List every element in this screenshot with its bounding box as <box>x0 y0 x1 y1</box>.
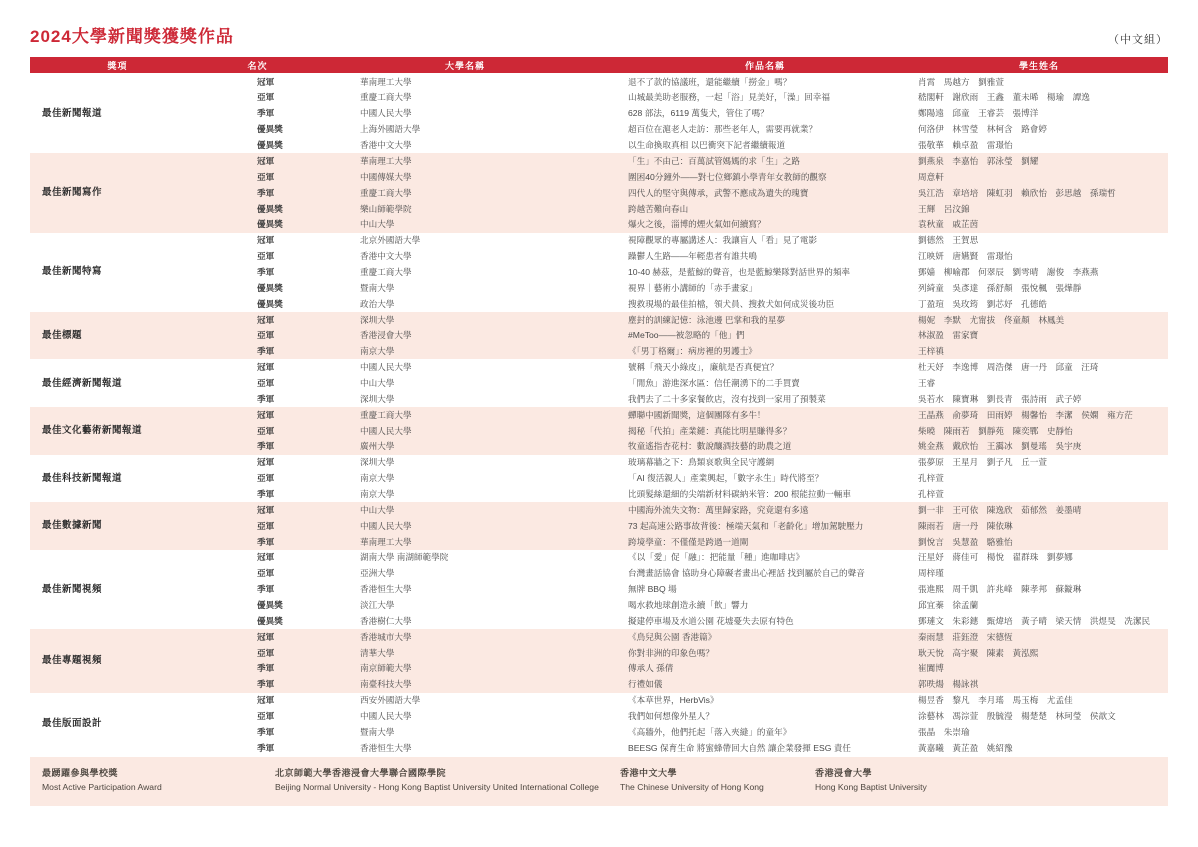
cell-rank: 亞軍 <box>257 568 275 579</box>
cell-rank: 優異獎 <box>257 124 283 135</box>
cell-work: 比頭髮絲還細的尖端新材料碳納米管：200 根能拉動一輛車 <box>628 488 851 499</box>
cell-stu: 王晶燕 俞夢琦 田雨婷 楊馨怡 李潔 侯嫻 雍方茫 <box>918 409 1133 420</box>
cell-uni: 華南理工大學 <box>360 155 412 166</box>
column-header-award: 獎項 <box>30 57 205 74</box>
cell-work: 跨境學童：不僅僅是跨過一道閘 <box>628 536 749 547</box>
page-title: 2024大學新聞獎獲獎作品 <box>30 27 234 46</box>
award-section <box>30 312 1168 360</box>
cell-rank: 冠軍 <box>257 155 275 166</box>
cell-stu: 鄭陽遠 邱童 王睿芸 張博洋 <box>918 108 1039 119</box>
cell-uni: 深圳大學 <box>360 314 395 325</box>
cell-rank: 季軍 <box>257 679 275 690</box>
award-section <box>30 153 1168 232</box>
cell-uni: 廣州大學 <box>360 441 395 452</box>
footer-winner-3-en: Hong Kong Baptist University <box>815 782 927 792</box>
column-header-university: 大學名稱 <box>310 57 620 74</box>
cell-uni: 暨南大學 <box>360 726 395 737</box>
cell-stu: 孔梓萱 <box>918 488 944 499</box>
cell-work: 10-40 赫茲，是藍鯨的聲音，也是藍鯨樂隊對話世界的頻率 <box>628 266 851 277</box>
cell-rank: 優異獎 <box>257 282 283 293</box>
group-label: （中文組） <box>1108 34 1168 46</box>
cell-work: 《「男丁格爾」：病房裡的男護士》 <box>628 346 757 357</box>
cell-rank: 冠軍 <box>257 504 275 515</box>
cell-stu: 柴曉 陳雨若 劉靜苑 陳奕鄲 史靜怡 <box>918 425 1073 436</box>
award-section <box>30 455 1168 503</box>
cell-stu: 鄧嫱 柳喻郡 何翠辰 劉雩晴 謝俊 李燕燕 <box>918 266 1099 277</box>
cell-uni: 深圳大學 <box>360 457 395 468</box>
cell-uni: 西安外國語大學 <box>360 695 421 706</box>
cell-stu: 陳雨若 唐一丹 陳依琳 <box>918 520 1013 531</box>
cell-stu: 吳江浩 章培培 陳虹羽 賴欣怡 彭思越 孫瑞哲 <box>918 187 1116 198</box>
cell-rank: 季軍 <box>257 346 275 357</box>
cell-uni: 北京外國語大學 <box>360 235 421 246</box>
cell-stu: 張夢原 王星月 劉子凡 丘一萱 <box>918 457 1047 468</box>
table-header <box>30 57 1168 74</box>
table-row <box>30 233 1168 249</box>
cell-work: 蟬聯中國新聞獎，這個團隊有多牛！ <box>628 409 766 420</box>
table-row <box>30 629 1168 645</box>
cell-work: 「閒魚」游進深水區：信任潮湧下的二手買賣 <box>628 377 800 388</box>
cell-rank: 優異獎 <box>257 599 283 610</box>
cell-work: 超百位在滬老人走訪：那些老年人，需要再就業？ <box>628 124 818 135</box>
cell-stu: 吳若水 陳寶琳 劉長青 張詩雨 武子婷 <box>918 393 1082 404</box>
cell-uni: 淡江大學 <box>360 599 395 610</box>
column-header-students: 學生姓名 <box>910 57 1168 74</box>
cell-rank: 冠軍 <box>257 235 275 246</box>
cell-rank: 亞軍 <box>257 330 275 341</box>
award-category-label: 最佳新聞特寫 <box>42 266 103 278</box>
cell-work: 我們如何想像外星人？ <box>628 711 714 721</box>
cell-uni: 南京大學 <box>360 488 395 499</box>
cell-uni: 南京師範大學 <box>360 663 412 674</box>
awards-table <box>30 57 1168 756</box>
cell-uni: 深圳大學 <box>360 393 395 404</box>
cell-uni: 香港中文大學 <box>360 251 412 262</box>
cell-stu: 郭昳煬 楊詠祺 <box>918 679 979 690</box>
cell-rank: 冠軍 <box>257 552 275 563</box>
cell-rank: 季軍 <box>257 187 275 198</box>
cell-uni: 中山大學 <box>360 504 395 515</box>
cell-rank: 季軍 <box>257 266 275 277</box>
cell-uni: 中國傳媒大學 <box>360 171 412 182</box>
cell-uni: 政治大學 <box>360 298 395 309</box>
cell-stu: 姚金燕 戴欣怡 王靄冰 劉曼瑤 吳宇庚 <box>918 441 1082 452</box>
table-row <box>30 455 1168 471</box>
cell-uni: 樂山師範學院 <box>360 203 412 214</box>
award-section <box>30 550 1168 629</box>
footer-band <box>30 757 1168 806</box>
cell-stu: 鄧璉文 朱彩鏸 甄煒培 黃子晴 梁天情 洪煜旻 冼潔民 <box>918 615 1151 626</box>
cell-rank: 亞軍 <box>257 92 275 103</box>
cell-work: 「生」不由己：百萬試管媽媽的求「生」之路 <box>628 155 800 166</box>
cell-rank: 季軍 <box>257 726 275 737</box>
footer-winner-1-en: Beijing Normal University - Hong Kong Baptist University United International College <box>275 782 599 792</box>
cell-stu: 楊妮 李默 尤甯拔 佟童顏 林鳳美 <box>918 314 1065 325</box>
cell-stu: 何洛伊 林雪瑩 林柯含 路會婷 <box>918 124 1047 135</box>
cell-stu: 楊昱香 黎凡 李月瑤 馬玉梅 尤孟佳 <box>918 695 1073 706</box>
cell-work: 視界｜藝術小講師的「赤手畫家」 <box>628 282 757 293</box>
cell-rank: 亞軍 <box>257 520 275 531</box>
cell-uni: 香港恒生大學 <box>360 584 412 595</box>
table-row <box>30 359 1168 375</box>
cell-uni: 中國人民大學 <box>360 108 412 119</box>
table-row <box>30 153 1168 169</box>
cell-uni: 中國人民大學 <box>360 520 412 531</box>
award-category-label: 最佳新聞報道 <box>42 108 103 120</box>
cell-work: BEESG 保育生命 將蜜蜂帶回大自然 讓企業發揮 ESG 責任 <box>628 742 851 753</box>
award-section <box>30 407 1168 455</box>
cell-work: 我們去了二十多家餐飲店，沒有找到一家用了預製菜 <box>628 393 826 404</box>
cell-stu: 劉悅言 吳慧盈 駱雅怡 <box>918 536 1013 547</box>
cell-uni: 中國人民大學 <box>360 425 412 436</box>
cell-rank: 季軍 <box>257 742 275 753</box>
cell-stu: 邱宜蓁 徐孟蘭 <box>918 599 979 610</box>
cell-uni: 重慶工商大學 <box>360 92 412 103</box>
cell-uni: 中山大學 <box>360 377 395 388</box>
award-category-label: 最佳科技新聞報道 <box>42 472 123 484</box>
cell-stu: 劉德然 王賀思 <box>918 235 979 246</box>
cell-work: 無牌 BBQ 場 <box>628 584 677 595</box>
cell-stu: 秦雨慧 莊鈺澄 宋德恆 <box>918 631 1013 642</box>
cell-work: 以生命換取真相 以巴衝突下記者繼續報道 <box>628 140 786 151</box>
cell-stu: 王梓禛 <box>918 346 944 357</box>
cell-stu: 涂藝林 馮淙萱 殷毓瀅 楊楚楚 林珂瑩 侯歆文 <box>918 711 1116 721</box>
cell-rank: 亞軍 <box>257 171 275 182</box>
table-row <box>30 693 1168 709</box>
cell-stu: 劉燕泉 李嘉怡 郭泳瑩 劉耀 <box>918 155 1039 166</box>
award-section <box>30 233 1168 312</box>
cell-uni: 南京大學 <box>360 473 395 484</box>
cell-work: 玻璃幕牆之下：鳥類哀歌與全民守護網 <box>628 457 775 468</box>
cell-stu: 耿天悅 高宇聚 陳素 黃泓熙 <box>918 647 1039 658</box>
cell-work: 傳承人 孫倩 <box>628 663 674 674</box>
award-section <box>30 629 1168 692</box>
table-row <box>30 74 1168 90</box>
award-section <box>30 74 1168 153</box>
cell-stu: 崔闐博 <box>918 663 944 674</box>
cell-work: 爆火之後，淄博的煙火氣如何續寫？ <box>628 219 766 230</box>
cell-rank: 季軍 <box>257 393 275 404</box>
cell-uni: 重慶工商大學 <box>360 187 412 198</box>
award-category-label: 最佳新聞視頻 <box>42 583 103 595</box>
award-category-label: 最佳文化藝術新聞報道 <box>42 425 143 437</box>
cell-uni: 香港浸會大學 <box>360 330 412 341</box>
award-category-label: 最佳專題視頻 <box>42 655 103 667</box>
cell-work: 行禮如儀 <box>628 679 663 690</box>
cell-rank: 季軍 <box>257 536 275 547</box>
cell-uni: 香港城市大學 <box>360 631 412 642</box>
cell-uni: 華南理工大學 <box>360 536 412 547</box>
cell-rank: 亞軍 <box>257 377 275 388</box>
cell-uni: 清華大學 <box>360 647 395 658</box>
cell-uni: 南京大學 <box>360 346 395 357</box>
cell-stu: 張進熙 周千凱 許兆峰 陳孝邦 蘇鏇琳 <box>918 584 1082 595</box>
cell-rank: 亞軍 <box>257 647 275 658</box>
cell-rank: 優異獎 <box>257 203 283 214</box>
cell-rank: 季軍 <box>257 663 275 674</box>
cell-work: 《高牆外，他們托起「落入夾縫」的童年》 <box>628 726 792 737</box>
column-header-work: 作品名稱 <box>620 57 910 74</box>
cell-work: 《鳥兒與公園 香港篇》 <box>628 631 717 642</box>
cell-rank: 冠軍 <box>257 314 275 325</box>
cell-uni: 華南理工大學 <box>360 77 412 88</box>
cell-uni: 中國人民大學 <box>360 362 412 373</box>
cell-rank: 冠軍 <box>257 695 275 706</box>
cell-work: 《本草世界，HerbVis》 <box>628 695 719 706</box>
footer-winner-1 <box>275 766 599 792</box>
cell-work: 退不了款的協議班，還能繼續「撈金」嗎？ <box>628 77 792 88</box>
cell-stu: 丁盈瑄 吳玫筠 劉芯妤 孔德皓 <box>918 298 1047 309</box>
cell-uni: 中國人民大學 <box>360 711 412 721</box>
cell-rank: 季軍 <box>257 584 275 595</box>
cell-stu: 王輝 呂汶錦 <box>918 203 970 214</box>
cell-stu: 張敬華 賴卓盈 雷璟怡 <box>918 140 1013 151</box>
cell-work: 73 起高速公路事故背後：極端天氣和「老齡化」增加駕駛壓力 <box>628 520 864 531</box>
cell-rank: 亞軍 <box>257 711 275 721</box>
cell-work: #MeToo——被忽略的「他」們 <box>628 330 745 341</box>
cell-stu: 劉一非 王可依 陳逸欣 茹郁然 姜墨晴 <box>918 504 1082 515</box>
cell-uni: 南臺科技大學 <box>360 679 412 690</box>
cell-rank: 冠軍 <box>257 77 275 88</box>
cell-stu: 汪星妤 蔣佳可 楊悅 翟群珠 劉夢娜 <box>918 552 1073 563</box>
cell-stu: 杜天妤 李逸博 周浩傑 唐一丹 邱童 汪琦 <box>918 362 1099 373</box>
cell-stu: 江映妍 唐嬿賢 雷璟怡 <box>918 251 1013 262</box>
table-row <box>30 502 1168 518</box>
footer-winner-2-en: The Chinese University of Hong Kong <box>620 782 764 792</box>
cell-stu: 列綺童 吳彥達 孫舒顏 張悅楓 張燁靜 <box>918 282 1082 293</box>
cell-work: 台灣畫話協會 協助身心障礙者畫出心裡話 找到屬於自己的聲音 <box>628 568 865 579</box>
cell-uni: 香港中文大學 <box>360 140 412 151</box>
cell-stu: 周梓瑾 <box>918 568 944 579</box>
cell-uni: 亞洲大學 <box>360 568 395 579</box>
cell-rank: 亞軍 <box>257 425 275 436</box>
cell-uni: 暨南大學 <box>360 282 395 293</box>
footer-winner-1-zh: 北京師範大學香港浸會大學聯合國際學院 <box>275 768 447 778</box>
cell-work: 搜救現場的最佳拍檔，領犬員、搜救犬如何成災後功臣 <box>628 298 835 309</box>
footer-award-en: Most Active Participation Award <box>42 782 162 792</box>
cell-stu: 張晶 朱崇瑜 <box>918 726 970 737</box>
cell-work: 你對非洲的印象色嗎？ <box>628 647 714 658</box>
cell-rank: 優異獎 <box>257 298 283 309</box>
cell-rank: 季軍 <box>257 441 275 452</box>
cell-uni: 上海外國語大學 <box>360 124 421 135</box>
footer-award-zh: 最踴躍參與學校獎 <box>42 768 119 778</box>
footer-winner-2-zh: 香港中文大學 <box>620 768 678 778</box>
award-section <box>30 693 1168 756</box>
cell-work: 號稱「飛天小綠皮」，廉航是否真便宜？ <box>628 362 779 373</box>
footer-winner-3 <box>815 766 927 792</box>
cell-rank: 優異獎 <box>257 140 283 151</box>
cell-work: 塵封的訓練記憶：泳池邊 巴掌和我的星夢 <box>628 314 786 325</box>
cell-uni: 重慶工商大學 <box>360 409 412 420</box>
award-category-label: 最佳新聞寫作 <box>42 187 103 199</box>
cell-uni: 重慶工商大學 <box>360 266 412 277</box>
cell-rank: 亞軍 <box>257 473 275 484</box>
cell-rank: 優異獎 <box>257 615 283 626</box>
cell-uni: 湖南大學 南湖師範學院 <box>360 552 449 563</box>
footer-winner-3-zh: 香港浸會大學 <box>815 768 873 778</box>
award-section <box>30 502 1168 550</box>
cell-work: 跨越苦難向春山 <box>628 203 689 214</box>
cell-stu: 肖霄 馬越方 劉雅萱 <box>918 77 1004 88</box>
cell-work: 躁鬱人生路——年輕患者有誰共鳴 <box>628 251 757 262</box>
cell-rank: 優異獎 <box>257 219 283 230</box>
title-bar <box>30 22 1168 47</box>
cell-stu: 周意軒 <box>918 171 944 182</box>
award-category-label: 最佳標題 <box>42 329 83 341</box>
cell-work: 「AI 復活親人」產業興起，「數字永生」時代將至？ <box>628 473 824 484</box>
cell-stu: 林淑盈 雷家寶 <box>918 330 979 341</box>
table-row <box>30 312 1168 328</box>
cell-rank: 冠軍 <box>257 409 275 420</box>
cell-stu: 嵇閣軒 謝欣雨 王鑫 董未晞 楊瑜 譚逸 <box>918 92 1090 103</box>
cell-uni: 香港恒生大學 <box>360 742 412 753</box>
cell-work: 擬建停車場及水道公園 花墟憂失去原有特色 <box>628 615 794 626</box>
cell-work: 628 部法，6119 萬隻犬，管住了嗎？ <box>628 108 769 119</box>
cell-uni: 香港樹仁大學 <box>360 615 412 626</box>
cell-work: 山城最美助老服務，一起「浴」見美好，「澡」回幸福 <box>628 92 830 103</box>
cell-work: 牧童遙指杏花村：數說釀酒技藝的助農之道 <box>628 441 792 452</box>
award-category-label: 最佳數據新聞 <box>42 520 103 532</box>
table-row <box>30 550 1168 566</box>
column-header-rank: 名次 <box>205 57 310 74</box>
footer-winner-2 <box>620 766 764 792</box>
cell-work: 中國海外流失文物：萬里歸家路，究竟還有多遠 <box>628 504 809 515</box>
cell-work: 揭秘「代拍」產業鏈：真能比明星賺得多？ <box>628 425 792 436</box>
cell-work: 四代人的堅守與傳承，武警不應成為遺失的瑰寶 <box>628 187 809 198</box>
cell-rank: 季軍 <box>257 108 275 119</box>
cell-rank: 季軍 <box>257 488 275 499</box>
cell-stu: 王睿 <box>918 377 936 388</box>
cell-uni: 中山大學 <box>360 219 395 230</box>
cell-work: 喝水救地球創造永續「飲」響力 <box>628 599 749 610</box>
award-category-label: 最佳經濟新聞報道 <box>42 377 123 389</box>
award-category-label: 最佳版面設計 <box>42 718 103 730</box>
cell-work: 圍困40分鐘外——對七位鄉鎮小學青年女教師的觀察 <box>628 171 827 182</box>
cell-work: 視障觀眾的專屬講述人：我讓盲人「看」見了電影 <box>628 235 818 246</box>
cell-stu: 袁秋童 戚芷茵 <box>918 219 979 230</box>
cell-stu: 孔梓萱 <box>918 473 944 484</box>
cell-rank: 冠軍 <box>257 362 275 373</box>
cell-work: 《以「愛」促「融」：把能量「種」進咖啡店》 <box>628 552 805 563</box>
cell-rank: 亞軍 <box>257 251 275 262</box>
award-section <box>30 359 1168 407</box>
table-row <box>30 407 1168 423</box>
footer-award-name <box>42 766 162 792</box>
cell-stu: 黃嘉曦 黃芷盈 姚紹豫 <box>918 742 1013 753</box>
cell-rank: 冠軍 <box>257 631 275 642</box>
cell-rank: 冠軍 <box>257 457 275 468</box>
